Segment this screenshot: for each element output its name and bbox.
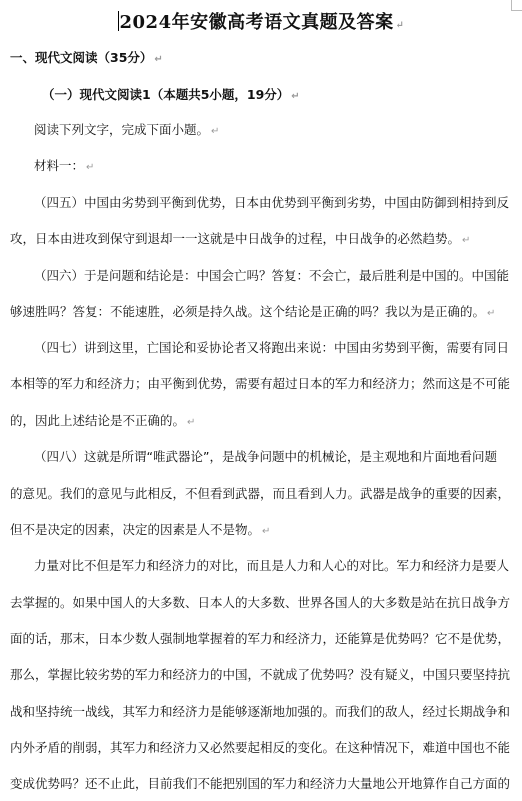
line-text: （四六）于是问题和结论是：中国会亡吗？答复：不会亡，最后胜利是中国的。中国能: [34, 268, 510, 283]
text-line: [10, 704, 510, 720]
line-text: 阅读下列文字，完成下面小题。: [34, 122, 210, 137]
paragraph-mark: ↵: [395, 20, 405, 31]
text-line: [10, 595, 510, 611]
text-line: [34, 340, 509, 356]
document-title: [0, 8, 522, 34]
text-line: [34, 158, 94, 176]
text-line: [34, 558, 509, 574]
paragraph-mark: ↵: [262, 526, 271, 537]
paragraph-mark: ↵: [86, 162, 95, 173]
line-text: 内外矛盾的削弱，其军力和经济力又必然要起相反的变化。在这种情况下，难道中国也不能: [10, 740, 511, 755]
text-line: [34, 122, 219, 140]
paragraph-mark: ↵: [487, 308, 496, 319]
line-text: 那么，掌握比较劣势的军力和经济力的中国，不就成了优势吗？没有疑义，中国只要坚持抗: [10, 667, 511, 682]
line-text: 本相等的军力和经济力；由平衡到优势，需要有超过日本的军力和经济力；然而这是不可能: [10, 376, 511, 391]
paragraph-mark: ↵: [462, 235, 471, 246]
text-line: [34, 195, 509, 211]
text-line: [10, 413, 195, 431]
text-line: [10, 486, 510, 502]
paragraph-mark: ↵: [154, 54, 163, 65]
line-text: （四八）这就是所谓“唯武器论”，是战争问题中的机械论，是主观地和片面地看问题: [34, 449, 497, 464]
line-text: 够速胜吗？答复：不能速胜，必须是持久战。这个结论是正确的吗？我以为是正确的。: [10, 304, 486, 319]
line-text: （四七）讲到这里，亡国论和妥协论者又将跑出来说：中国由劣势到平衡，需要有同日: [34, 340, 510, 355]
section-heading-text: 一、现代文阅读（35分）: [10, 50, 153, 65]
text-line: [10, 776, 510, 792]
line-text: （四五）中国由劣势到平衡到优势，日本由优势到平衡到劣势，中国由防御到相持到反: [34, 195, 510, 210]
line-text: 战和坚持统一战线，其军力和经济力是能够逐渐地加强的。而我们的敌人，经过长期战争和: [10, 704, 511, 719]
subsection-heading: [42, 85, 300, 103]
text-cursor: [118, 11, 119, 31]
text-line: [10, 376, 510, 392]
line-text: 力量对比不但是军力和经济力的对比，而且是人力和人心的对比。军力和经济力是要人: [34, 558, 510, 573]
line-text: 去掌握的。如果中国人的大多数、日本人的大多数、世界各国人的大多数是站在抗日战争方: [10, 595, 511, 610]
line-text: 但不是决定的因素，决定的因素是人不是物。: [10, 522, 261, 537]
text-line: [10, 522, 270, 540]
paragraph-mark: ↵: [187, 417, 196, 428]
line-text: 材料一：: [34, 158, 85, 173]
title-text: 2024年安徽高考语文真题及答案: [119, 12, 394, 33]
text-line: [10, 631, 510, 647]
line-text: 的，因此上述结论是不正确的。: [10, 413, 186, 428]
paragraph-mark: ↵: [291, 91, 300, 102]
text-line: [10, 740, 510, 756]
section-heading: [10, 48, 163, 66]
text-line: [34, 449, 497, 465]
text-line: [10, 231, 470, 249]
line-text: 变成优势吗？还不止此，目前我们不能把别国的军力和经济力大量地公开地算作自己方面的: [10, 776, 511, 791]
line-text: 攻，日本由进攻到保守到退却一一这就是中日战争的过程，中日战争的必然趋势。: [10, 231, 461, 246]
text-line: [10, 304, 495, 322]
text-line: [10, 667, 510, 683]
subsection-heading-text: （一）现代文阅读1（本题共5小题，19分）: [42, 87, 290, 102]
text-line: [34, 268, 509, 284]
line-text: 的意见。我们的意见与此相反，不但看到武器，而且看到人力。武器是战争的重要的因素，: [10, 486, 511, 501]
line-text: 面的话，那末，日本少数人强制地掌握着的军力和经济力，还能算是优势吗？它不是优势，: [10, 631, 511, 646]
paragraph-mark: ↵: [211, 126, 220, 137]
